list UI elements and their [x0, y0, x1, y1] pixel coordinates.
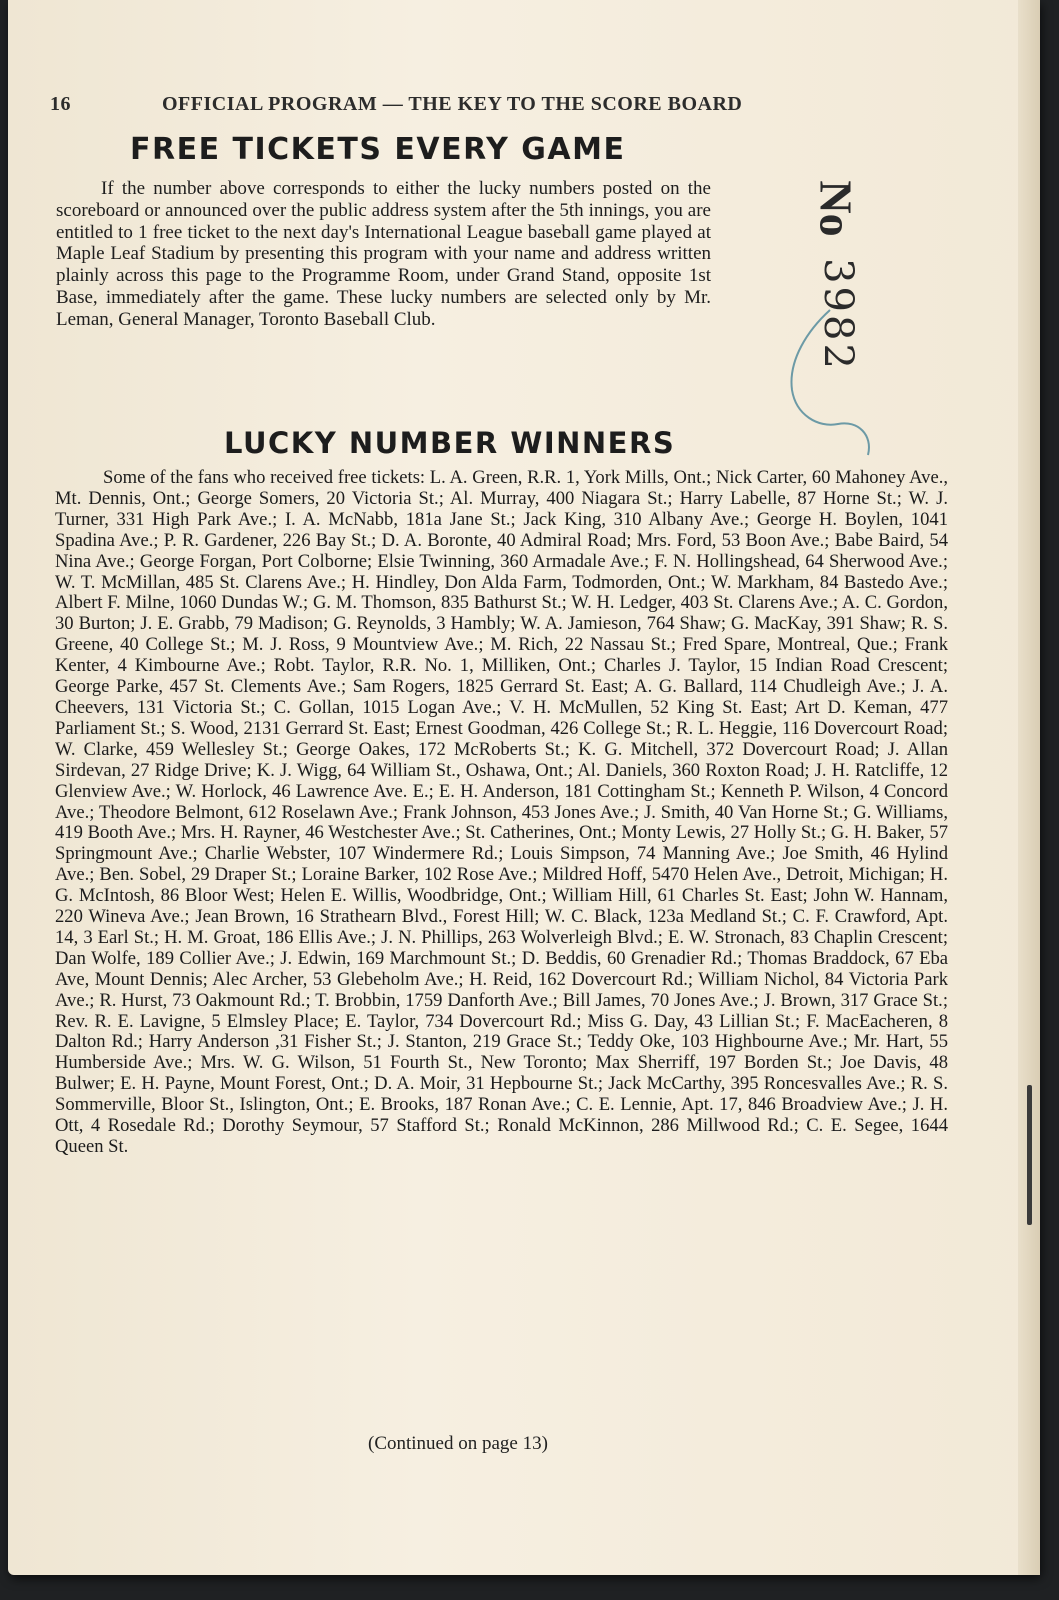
- header-title: OFFICIAL PROGRAM — THE KEY TO THE SCORE BOARD: [162, 93, 743, 115]
- free-tickets-heading: FREE TICKETS EVERY GAME: [130, 132, 626, 167]
- winners-heading: LUCKY NUMBER WINNERS: [224, 426, 676, 460]
- page-number: 16: [50, 93, 71, 115]
- program-page: [8, 0, 1040, 1575]
- continued-note: (Continued on page 13): [368, 1433, 548, 1454]
- binding-mark: [1027, 1085, 1032, 1225]
- free-tickets-text: If the number above corresponds to either the lucky numbers posted on the scoreboard or announced over the public address system after the 5th innings, you are entitled to 1 free ticket to the next day's International League baseball game played at Maple Leaf Stadium by presenting this program with your name and address written plainly across this page to the Programme Room, under Grand Stand, opposite 1st Base, immediately after the game. These lucky numbers are selected only by Mr. Leman, General Manager, Toronto Baseball Club.: [56, 178, 711, 330]
- page-edge: [1018, 0, 1040, 1575]
- number-sign: No: [810, 180, 862, 237]
- running-header: [50, 93, 910, 116]
- winners-list: Some of the fans who received free tickets: L. A. Green, R.R. 1, York Mills, Ont.; Nick Carter, 60 Mahoney Ave., Mt. Dennis, Ont.; George Somers, 20 Victoria St.; Al. Murray, 400 Niagara St.; Harry Labelle, 87 Horne St.; W. J. Turner, 331 High Park Ave.; I. A. McNabb, 181a Jane St.; Jack King, 310 Albany Ave.; George H. Boylen, 1041 Spadina Ave.; P. R. Gardener, 226 Bay St.; D. A. Boronte, 40 Admiral Road; Mrs. Ford, 53 Boon Ave.; Babe Baird, 54 Nina Ave.; George Forgan, Port Colborne; Elsie Twinning, 360 Armadale Ave.; F. N. Hollingshead, 64 Sherwood Ave.; W. T. McMillan, 485 St. Clarens Ave.; H. Hindley, Don Alda Farm, Todmorden, Ont.; W. Markham, 84 Bastedo Ave.; Albert F. Milne, 1060 Dundas W.; G. M. Thomson, 835 Bathurst St.; W. H. Ledger, 403 St. Clarens Ave.; A. C. Gordon, 30 Burton; J. E. Grabb, 79 Madison; G. Reynolds, 3 Hambly; W. A. Jamieson, 764 Shaw; G. MacKay, 391 Shaw; R. S. Greene, 40 College St.; M. J. Ross, 9 Mountview Ave.; M. Rich, 22 Nassau St.; Fred Spare, Montreal, Que.; Frank Kenter, 4 Kimbourne Ave.; Robt. Taylor, R.R. No. 1, Milliken, Ont.; Charles J. Taylor, 15 Indian Road Crescent; George Parke, 457 St. Clements Ave.; Sam Rogers, 1825 Gerrard St. East; A. G. Ballard, 114 Chudleigh Ave.; J. A. Cheevers, 131 Victoria St.; C. Gollan, 1015 Logan Ave.; V. H. McMullen, 52 King St. East; Art D. Keman, 477 Parliament St.; S. Wood, 2131 Gerrard St. East; Ernest Goodman, 426 College St.; R. L. Heggie, 116 Dovercourt Road; W. Clarke, 459 Wellesley St.; George Oakes, 172 McRoberts St.; K. G. Mitchell, 372 Dovercourt Road; J. Allan Sirdevan, 27 Ridge Drive; K. J. Wigg, 64 William St., Oshawa, Ont.; Al. Daniels, 360 Roxton Road; J. H. Ratcliffe, 12 Glenview Ave.; W. Horlock, 46 Lawrence Ave. E.; E. H. Anderson, 181 Cottingham St.; Kenneth P. Wilson, 4 Concord Ave.; Theodore Belmont, 612 Roselawn Ave.; Frank Johnson, 453 Jones Ave.; J. Smith, 40 Van Horne St.; G. Williams, 419 Booth Ave.; Mrs. H. Rayner, 46 Westchester Ave.; St. Catherines, Ont.; Monty Lewis, 27 Holly St.; G. H. Baker, 57 Springmount Ave.; Charlie Webster, 107 Windermere Rd.; Louis Simpson, 74 Manning Ave.; Joe Smith, 46 Hylind Ave.; Ben. Sobel, 29 Draper St.; Loraine Barker, 102 Rose Ave.; Mildred Hoff, 5470 Helen Ave., Detroit, Michigan; H. G. McIntosh, 86 Bloor West; Helen E. Willis, Woodbridge, Ont.; William Hill, 61 Charles St. East; John W. Hannam, 220 Wineva Ave.; Jean Brown, 16 Strathearn Blvd., Forest Hill; W. C. Black, 123a Medland St.; C. F. Crawford, Apt. 14, 3 Earl St.; H. M. Groat, 186 Ellis Ave.; J. N. Phillips, 263 Wolverleigh Blvd.; E. W. Stronach, 83 Chaplin Crescent; Dan Wolfe, 189 Collier Ave.; J. Edwin, 169 Marchmount St.; D. Beddis, 60 Grenadier Rd.; Thomas Braddock, 67 Eba Ave, Mount Dennis; Alec Archer, 53 Glebeholm Ave.; H. Reid, 162 Dovercourt Rd.; William Nichol, 84 Victoria Park Ave.; R. Hurst, 73 Oakmount Rd.; T. Brobbin, 1759 Danforth Ave.; Bill James, 70 Jones Ave.; J. Brown, 317 Grace St.; Rev. R. E. Lavigne, 5 Elmsley Place; E. Taylor, 734 Dovercourt Rd.; Miss G. Day, 43 Lillian St.; F. MacEacheren, 8 Dalton Rd.; Harry Anderson ,31 Fisher St.; J. Stanton, 219 Grace St.; Teddy Oke, 103 Highbourne Ave.; Mr. Hart, 55 Humberside Ave.; Mrs. W. G. Wilson, 51 Fourth St., New Toronto; Max Sherriff, 197 Borden St.; Joe Davis, 48 Bulwer; E. H. Payne, Mount Forest, Ont.; D. A. Moir, 31 Hepbourne St.; Jack McCarthy, 395 Roncesvalles Ave.; R. S. Sommerville, Bloor St., Islington, Ont.; E. Brooks, 187 Ronan Ave.; C. E. Lennie, Apt. 17, 846 Broadview Ave.; J. H. Ott, 4 Rosedale Rd.; Dorothy Seymour, 57 Stafford St.; Ronald McKinnon, 286 Millwood Rd.; C. E. Segee, 1644 Queen St.: [55, 467, 948, 1157]
- pen-check-mark-icon: [778, 300, 888, 460]
- ticket-number: 3982: [815, 258, 861, 372]
